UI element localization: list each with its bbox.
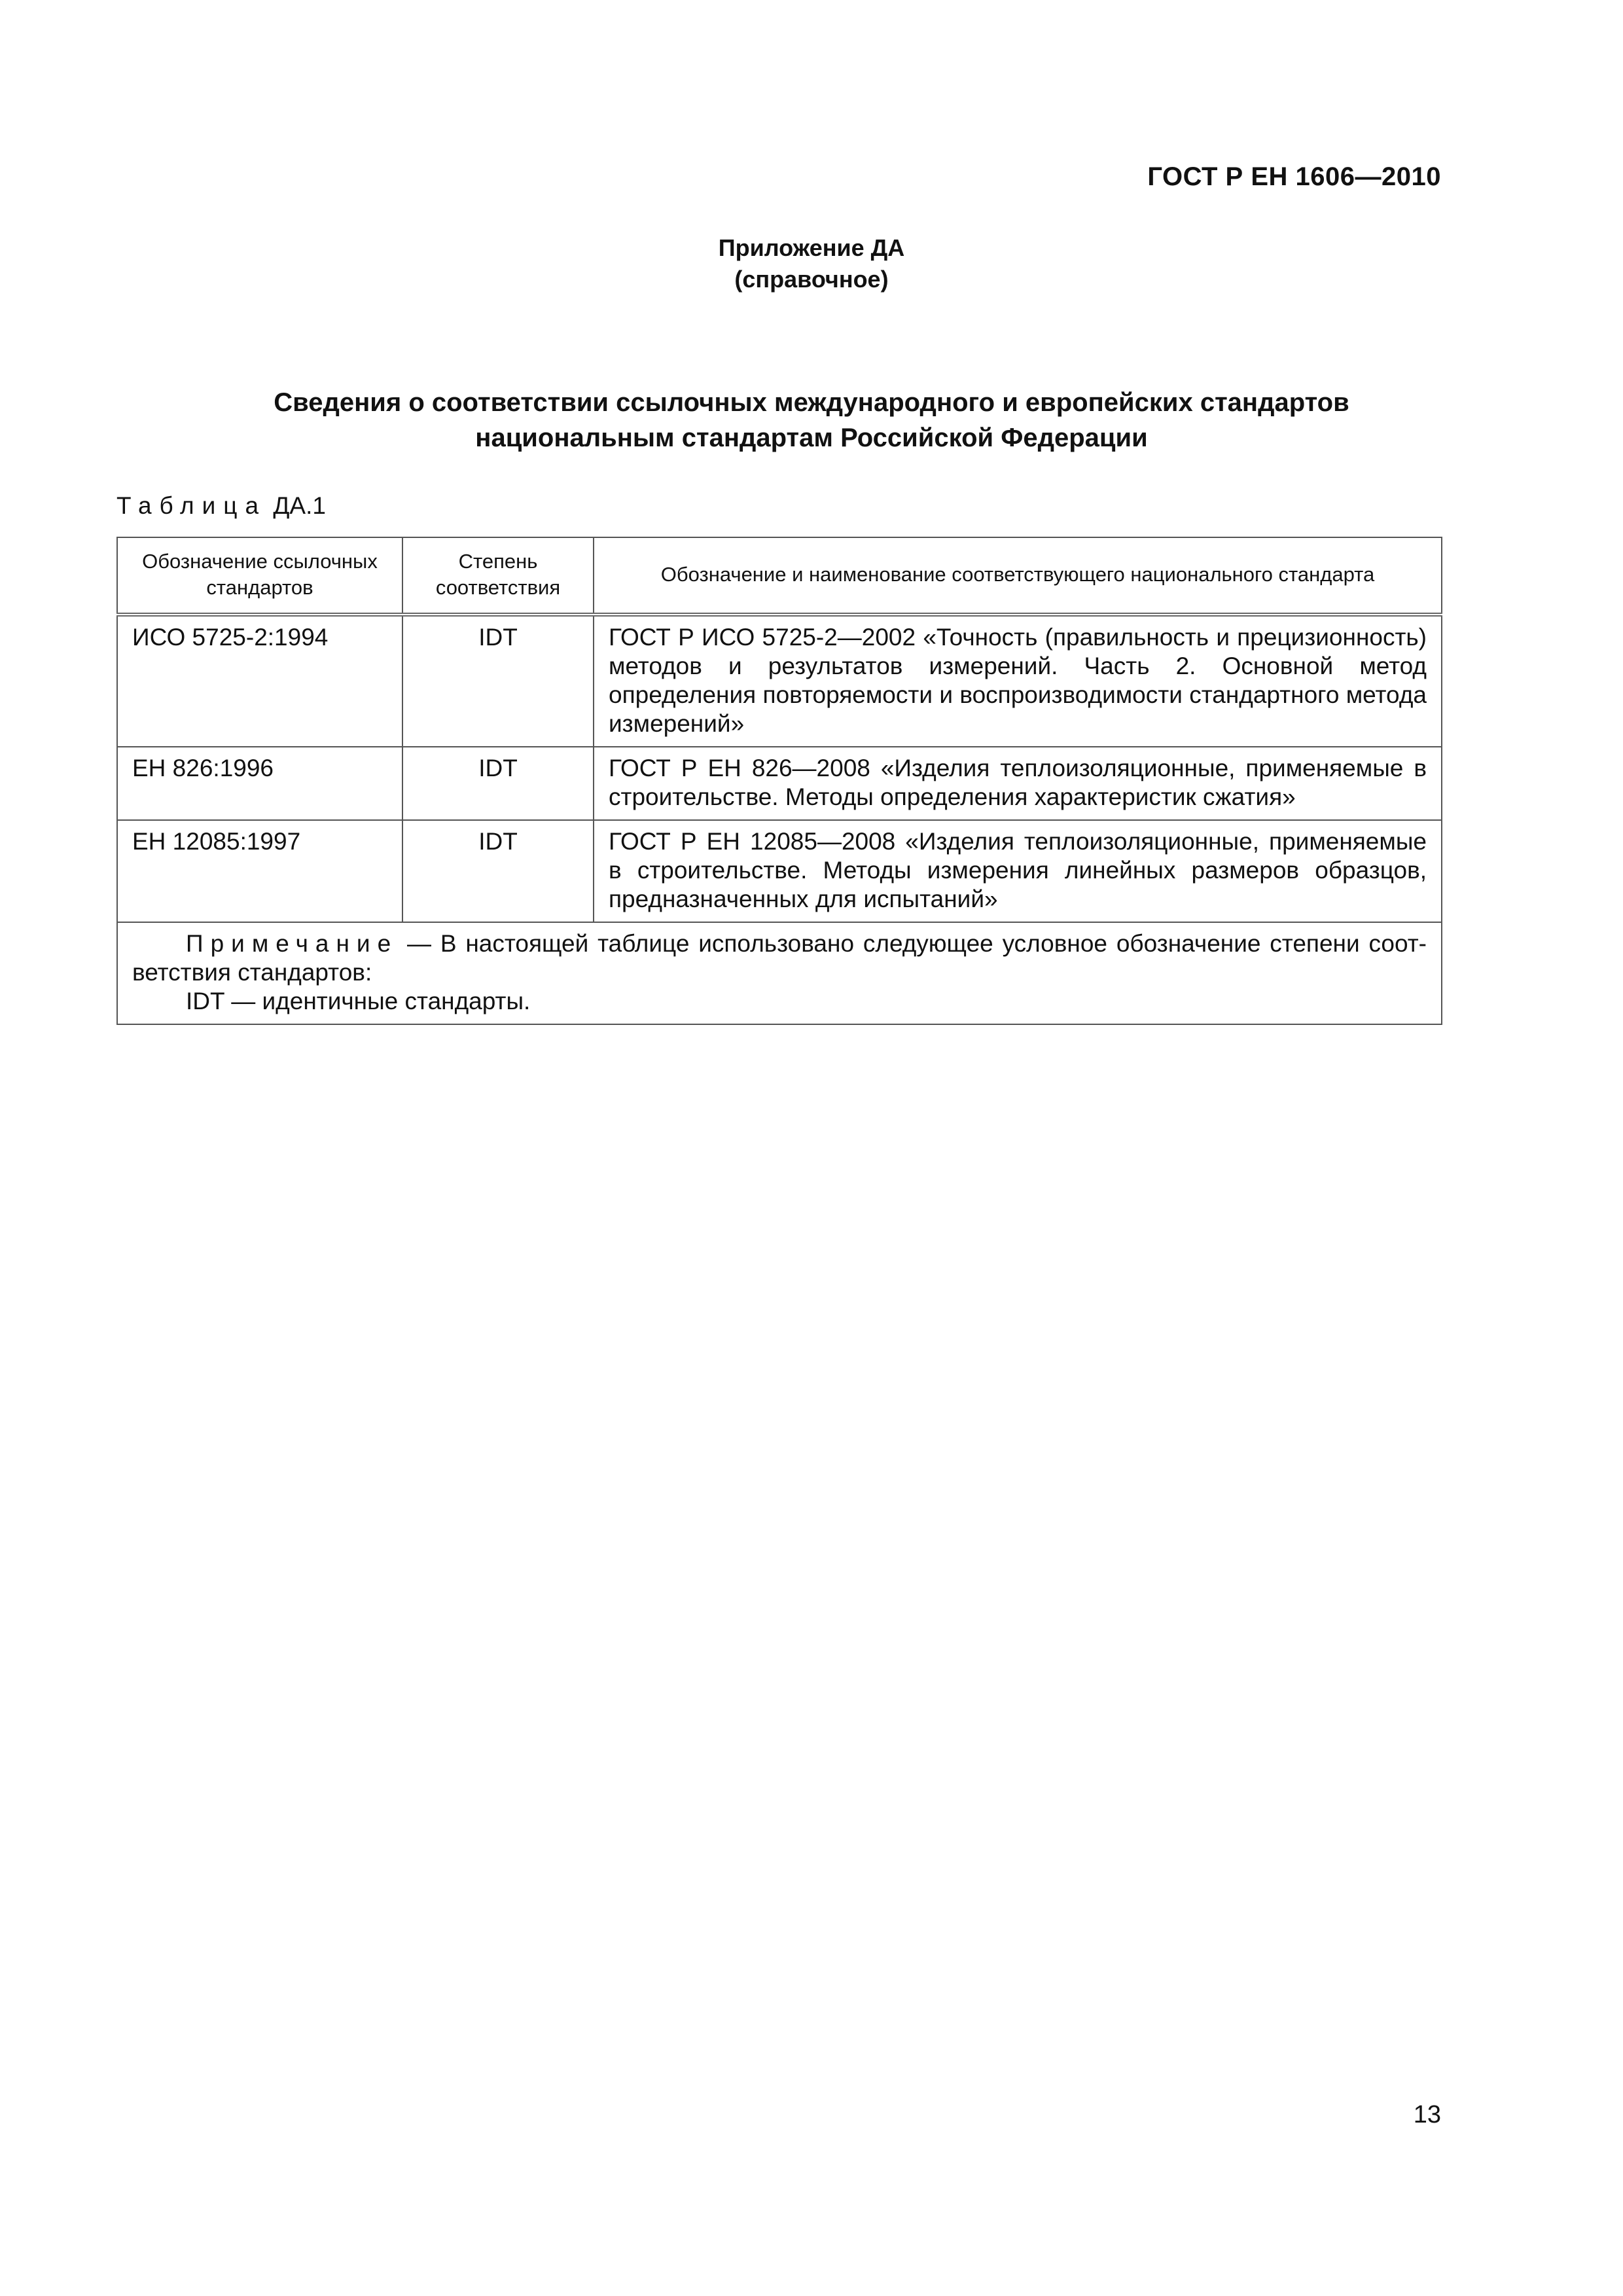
header-reference-line1: Обозначение ссылочных — [142, 550, 378, 573]
section-title-line2: национальным стандартам Российской Федерации — [475, 423, 1148, 452]
section-title-line1: Сведения о соответствии ссылочных международного и европейских стандартов — [274, 388, 1349, 417]
note-label: Примечание — [186, 930, 399, 957]
cell-national-standard: ГОСТ Р ЕН 826—2008 «Изделия теплоизоляционные, применяемые в строительстве. Методы определения характеристик сжатия» — [594, 747, 1442, 820]
appendix-subtitle: (справочное) — [734, 266, 889, 293]
table-row — [117, 820, 1442, 922]
cell-reference: ИСО 5725-2:1994 — [117, 615, 402, 747]
header-degree-line1: Степень — [458, 550, 538, 573]
cell-national-standard: ГОСТ Р ЕН 12085—2008 «Изделия теплоизоляционные, применяемые в строительстве. Методы измерения линейных размеров образцов, предназначенных для испытаний» — [594, 820, 1442, 922]
cell-degree: IDT — [402, 615, 594, 747]
cell-national-standard: ГОСТ Р ИСО 5725-2—2002 «Точность (правильность и прецизионность) методов и результатов измерений. Часть 2. Основной метод определения повторяемости и воспроизводимости стандартного метода измерений» — [594, 615, 1442, 747]
table-note-row — [117, 922, 1442, 1024]
table-caption-label: Таблица — [116, 492, 267, 519]
header-degree — [402, 537, 594, 615]
table-row — [117, 747, 1442, 820]
header-reference-standards — [117, 537, 402, 615]
table-header-row — [117, 537, 1442, 615]
note-text: — В настоящей таблице использовано следующее условное обозначение степени соответствия стандартов: — [132, 930, 1427, 986]
table-note — [117, 922, 1442, 1024]
table-row — [117, 615, 1442, 747]
appendix-title: Приложение ДА — [718, 234, 905, 261]
header-reference-line2: стандартов — [206, 576, 313, 599]
standards-table — [116, 537, 1442, 1025]
appendix-heading — [0, 232, 1623, 295]
header-national-standard: Обозначение и наименование соответствующего национального стандарта — [594, 537, 1442, 615]
note-paragraph — [132, 929, 1427, 987]
header-degree-line2: соответствия — [435, 576, 561, 599]
cell-reference: ЕН 826:1996 — [117, 747, 402, 820]
table-caption-number: ДА.1 — [273, 492, 326, 519]
cell-reference: ЕН 12085:1997 — [117, 820, 402, 922]
section-title — [0, 385, 1623, 456]
cell-degree: IDT — [402, 820, 594, 922]
table-caption — [116, 492, 326, 520]
note-definition: IDT — идентичные стандарты. — [186, 988, 531, 1014]
cell-degree: IDT — [402, 747, 594, 820]
page-number: 13 — [1413, 2101, 1441, 2128]
document-code: ГОСТ Р ЕН 1606—2010 — [1147, 162, 1441, 191]
